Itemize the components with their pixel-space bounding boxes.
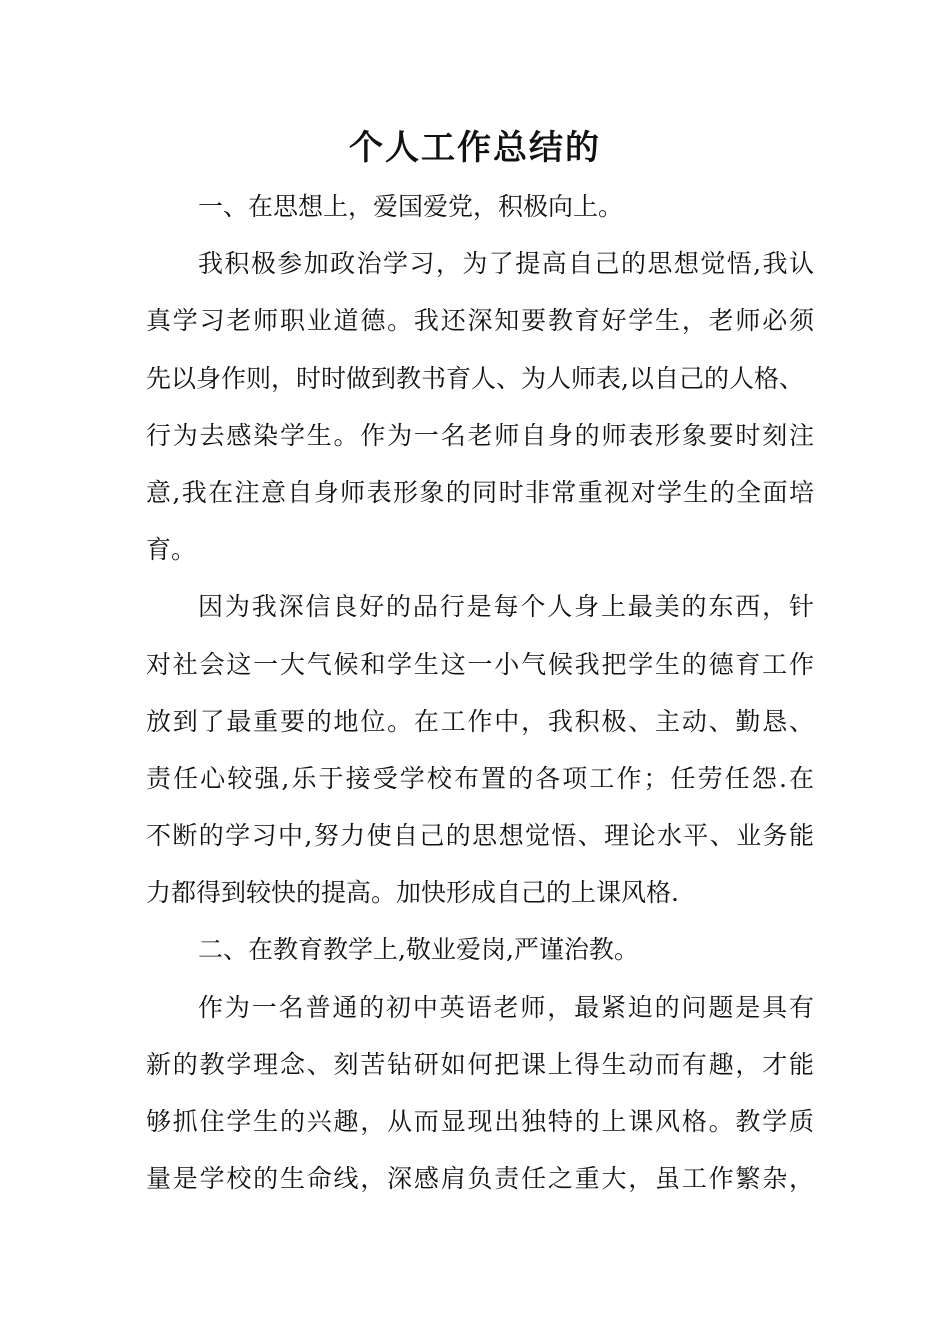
text-line: 育。 — [146, 535, 197, 565]
document-body — [146, 178, 814, 1207]
text-line: 先以身作则，时时做到教书育人、为人师表,以自己的人格、 — [146, 363, 804, 393]
text-line: 力都得到较快的提高。加快形成自己的上课风格. — [146, 878, 679, 908]
text-line: 够抓住学生的兴趣，从而显现出独特的上课风格。教学质 — [146, 1107, 814, 1136]
text-line: 一、在思想上，爱国爱党，积极向上。 — [198, 192, 624, 221]
text-line: 我积极参加政治学习，为了提高自己的思想觉悟,我认 — [198, 249, 814, 279]
text-line: 因为我深信良好的品行是每个人身上最美的东西，针 — [198, 592, 814, 622]
text-line: 二、在教育教学上,敬业爱岗,严谨治教。 — [198, 935, 639, 965]
text-line: 责任心较强,乐于接受学校布置的各项工作；任劳任怨.在 — [146, 763, 814, 793]
text-line: 意,我在注意自身师表形象的同时非常重视对学生的全面培 — [146, 477, 814, 507]
text-line: 不断的学习中,努力使自己的思想觉悟、理论水平、业务能 — [146, 821, 814, 851]
text-line: 放到了最重要的地位。在工作中，我积极、主动、勤恳、 — [146, 706, 814, 736]
text-line: 新的教学理念、刻苦钻研如何把课上得生动而有趣，才能 — [146, 1049, 814, 1079]
text-line: 对社会这一大气候和学生这一小气候我把学生的德育工作 — [146, 649, 814, 679]
document-title: 个人工作总结的 — [349, 128, 601, 168]
text-line: 行为去感染学生。作为一名老师自身的师表形象要时刻注 — [146, 420, 814, 450]
text-line: 作为一名普通的初中英语老师，最紧迫的问题是具有 — [198, 992, 814, 1022]
text-line: 真学习老师职业道德。我还深知要教育好学生，老师必须 — [146, 306, 814, 336]
text-line: 量是学校的生命线，深感肩负责任之重大，虽工作繁杂， — [146, 1164, 814, 1194]
